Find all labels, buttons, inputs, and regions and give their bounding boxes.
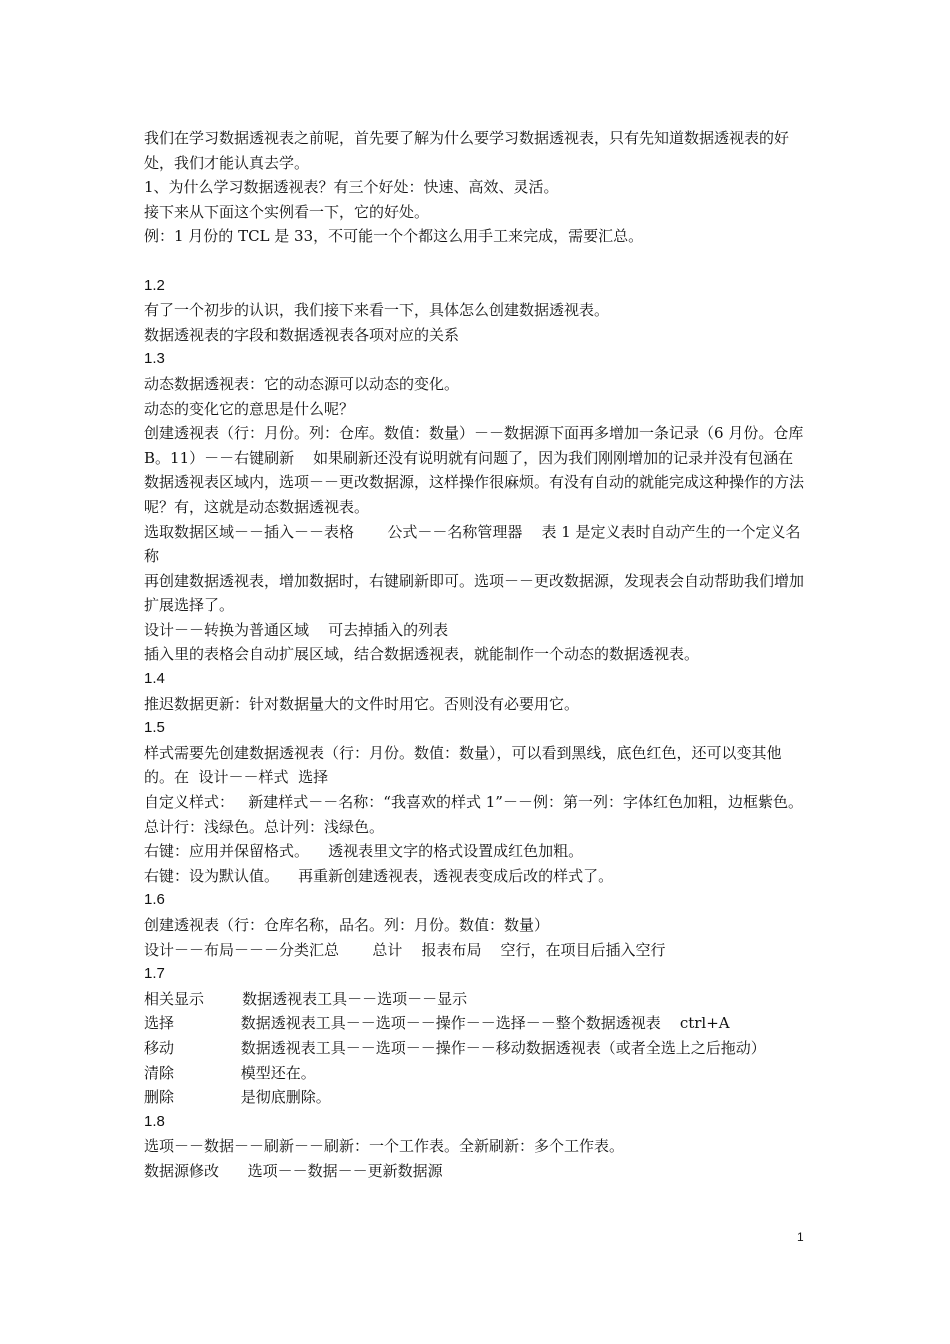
paragraph: 移动 数据透视表工具－－选项－－操作－－移动数据透视表（或者全选上之后拖动） [144,1038,766,1057]
paragraph-intro: 我们在学习数据透视表之前呢，首先要了解为什么要学习数据透视表，只有先知道数据透视表的好处，我们才能认真去学。 [144,129,790,172]
paragraph: 数据透视表的字段和数据透视表各项对应的关系 [144,325,460,344]
paragraph-example-lead: 接下来从下面这个实例看一下，它的好处。 [144,202,430,221]
section-heading-1-7: 1.7 [144,965,165,983]
paragraph: 自定义样式： 新建样式－－名称：“我喜欢的样式 1”－－例：第一列：字体红色加粗，边框紫色。总计行：浅绿色。总计列：浅绿色。 [144,793,803,836]
paragraph: 推迟数据更新：针对数据量大的文件时用它。否则没有必要用它。 [144,694,580,713]
paragraph: 插入里的表格会自动扩展区域，结合数据透视表，就能制作一个动态的数据透视表。 [144,645,700,664]
paragraph-why-learn: 1、为什么学习数据透视表？有三个好处：快速、高效、灵活。 [144,178,559,197]
paragraph: 有了一个初步的认识，我们接下来看一下，具体怎么创建数据透视表。 [144,301,610,320]
paragraph: 相关显示 数据透视表工具－－选项－－显示 [144,989,468,1008]
paragraph: 再创建数据透视表，增加数据时，右键刷新即可。选项－－更改数据源，发现表会自动帮助我们增加扩展选择了。 [144,571,805,615]
paragraph-example: 例：1 月份的 TCL 是 33，不可能一个个都这么用手工来完成，需要汇总。 [144,227,644,246]
paragraph: 设计－－布局－－－分类汇总 总计 报表布局 空行，在项目后插入空行 [144,940,666,959]
section-heading-1-8: 1.8 [144,1112,165,1130]
document-body [144,126,808,1184]
paragraph: 清除 模型还在。 [144,1063,316,1082]
paragraph: 选项－－数据－－刷新－－刷新：一个工作表。全新刷新：多个工作表。 [144,1137,625,1156]
page-number: 1 [797,1230,804,1244]
paragraph: 删除 是彻底删除。 [144,1088,331,1107]
paragraph: 选择 数据透视表工具－－选项－－操作－－选择－－整个数据透视表 ctrl+A [144,1014,730,1033]
paragraph: 右键：设为默认值。 再重新创建透视表，透视表变成后改的样式了。 [144,866,614,885]
section-heading-1-4: 1.4 [144,670,165,688]
paragraph: 右键：应用并保留格式。 透视表里文字的格式设置成红色加粗。 [144,842,584,861]
paragraph: 设计－－转换为普通区域 可去掉插入的列表 [144,620,449,639]
paragraph: 选取数据区域－－插入－－表格 公式－－名称管理器 表 1 是定义表时自动产生的一个定义名称 [144,522,801,566]
paragraph: 动态数据透视表：它的动态源可以动态的变化。 [144,374,460,393]
section-heading-1-2: 1.2 [144,276,165,294]
section-heading-1-3: 1.3 [144,350,165,368]
section-heading-1-5: 1.5 [144,719,165,737]
paragraph: 创建透视表（行：仓库名称，品名。列：月份。数值：数量） [144,916,550,934]
paragraph: 创建透视表（行：月份。列：仓库。数值：数量）－－数据源下面再多增加一条记录（6 月份。仓库 B。11）－－右键刷新 如果刷新还没有说明就有问题了，因为我们刚刚增加的记录并没有包涵在数据透视表区域内，选项－－更改数据源，这样操作很麻烦。有没有自动的就能完成这种操作的方法呢？有，这就是动态数据透视表。 [144,424,809,516]
blank-line [144,249,808,274]
section-heading-1-6: 1.6 [144,891,165,909]
paragraph: 动态的变化它的意思是什么呢？ [144,399,355,418]
paragraph: 数据源修改 选项－－数据－－更新数据源 [144,1161,443,1180]
paragraph: 样式需要先创建数据透视表（行：月份。数值：数量），可以看到黑线，底色红色，还可以变其他的。在 设计－－样式 选择 [144,743,782,787]
